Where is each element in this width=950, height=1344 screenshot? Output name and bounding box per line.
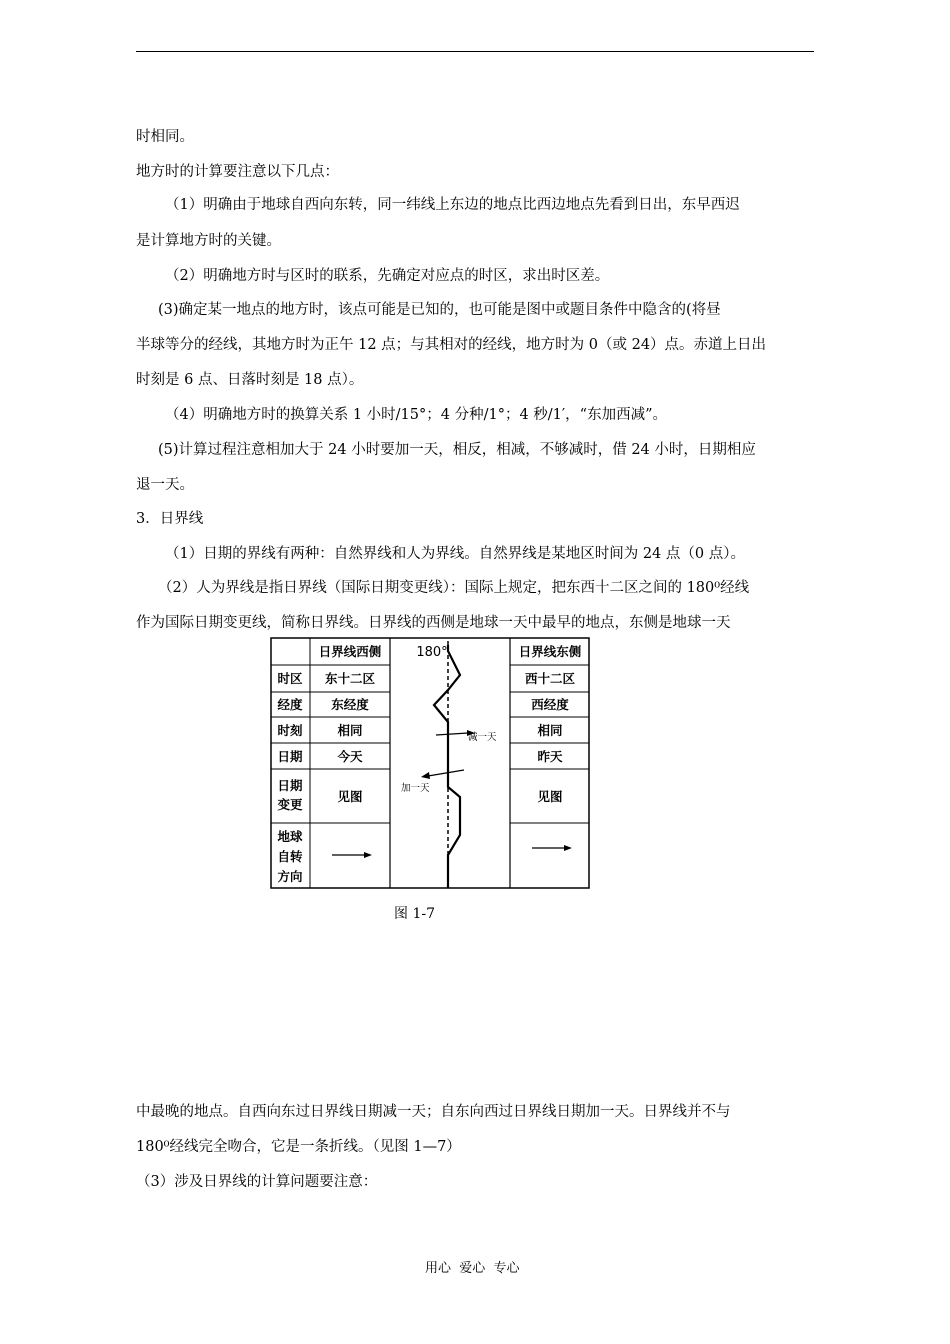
paragraph-line: 中最晚的地点。自西向东过日界线日期减一天；自东向西过日界线日期加一天。日界线并不与 xyxy=(136,1104,731,1120)
row-label-rotation-1: 地球 xyxy=(277,829,303,844)
east-time: 相同 xyxy=(537,723,563,738)
meridian-label: 180° xyxy=(416,645,448,660)
paragraph-line: 时刻是 6 点、日落时刻是 18 点）。 xyxy=(136,372,364,388)
east-date-change: 见图 xyxy=(537,789,563,804)
international-date-line xyxy=(434,645,460,888)
paragraph-line: 地方时的计算要注意以下几点： xyxy=(136,164,339,180)
paragraph-line: （1）明确由于地球自西向东转，同一纬线上东边的地点比西边地点先看到日出，东早西迟 xyxy=(165,197,740,213)
east-side-header: 日界线东侧 xyxy=(518,644,582,659)
figure-caption: 图 1-7 xyxy=(394,906,435,922)
label-add-day: 加一天 xyxy=(401,783,430,794)
paragraph-line: （1）日期的界线有两种：自然界线和人为界线。自然界线是某地区时间为 24 点（0 点）。 xyxy=(165,546,745,562)
row-label-rotation-3: 方向 xyxy=(277,869,303,884)
paragraph-line: 是计算地方时的关键。 xyxy=(136,233,281,249)
west-date-change: 见图 xyxy=(337,789,363,804)
west-side-header: 日界线西侧 xyxy=(318,644,382,659)
row-label-longitude: 经度 xyxy=(277,697,303,712)
paragraph-line: 半球等分的经线，其地方时为正午 12 点；与其相对的经线，地方时为 0（或 24）点。赤道上日出 xyxy=(136,337,767,353)
west-time: 相同 xyxy=(337,723,363,738)
west-date: 今天 xyxy=(337,749,363,764)
paragraph-line: 时相同。 xyxy=(136,129,194,145)
paragraph-line: （2）人为界线是指日界线（国际日期变更线）：国际上规定，把东西十二区之间的 180⁰经线 xyxy=(158,580,750,596)
row-label-rotation-2: 自转 xyxy=(277,849,303,864)
west-rotation-arrow xyxy=(332,852,372,858)
paragraph-line: （2）明确地方时与区时的联系，先确定对应点的时区，求出时区差。 xyxy=(165,268,610,284)
header-rule xyxy=(136,51,814,52)
paragraph-line: （4）明确地方时的换算关系 1 小时/15°；4 分种/1°；4 秒/1′，“东加西减”。 xyxy=(165,407,668,423)
dateline-diagram xyxy=(270,637,590,889)
row-label-date-change-2: 变更 xyxy=(277,797,303,812)
paragraph-line: (5)计算过程注意相加大于 24 小时要加一天，相反，相减，不够减时，借 24 小时，日期相应 xyxy=(158,442,756,458)
page-footer: 用心 爱心 专心 xyxy=(425,1261,520,1276)
east-timezone: 西十二区 xyxy=(524,671,576,686)
west-timezone: 东十二区 xyxy=(324,671,376,686)
arrow-add-day xyxy=(421,770,464,779)
row-label-time: 时刻 xyxy=(277,723,303,738)
east-date: 昨天 xyxy=(537,749,563,764)
row-label-timezone: 时区 xyxy=(277,671,303,686)
row-label-date: 日期 xyxy=(277,749,303,764)
label-subtract-day: 减一天 xyxy=(468,732,497,743)
paragraph-line: (3)确定某一地点的地方时，该点可能是已知的，也可能是图中或题目条件中隐含的(将昼 xyxy=(158,302,721,318)
east-rotation-arrow xyxy=(532,845,572,851)
paragraph-line: 作为国际日期变更线，简称日界线。日界线的西侧是地球一天中最早的地点，东侧是地球一天 xyxy=(136,615,731,631)
section-heading: 3．日界线 xyxy=(136,511,204,527)
west-longitude: 东经度 xyxy=(331,697,369,712)
paragraph-line: 退一天。 xyxy=(136,477,194,493)
paragraph-line: 180⁰经线完全吻合，它是一条折线。（见图 1—7） xyxy=(136,1139,461,1155)
paragraph-line: （3）涉及日界线的计算问题要注意： xyxy=(136,1174,378,1190)
row-label-date-change-1: 日期 xyxy=(277,778,303,793)
east-longitude: 西经度 xyxy=(531,697,569,712)
